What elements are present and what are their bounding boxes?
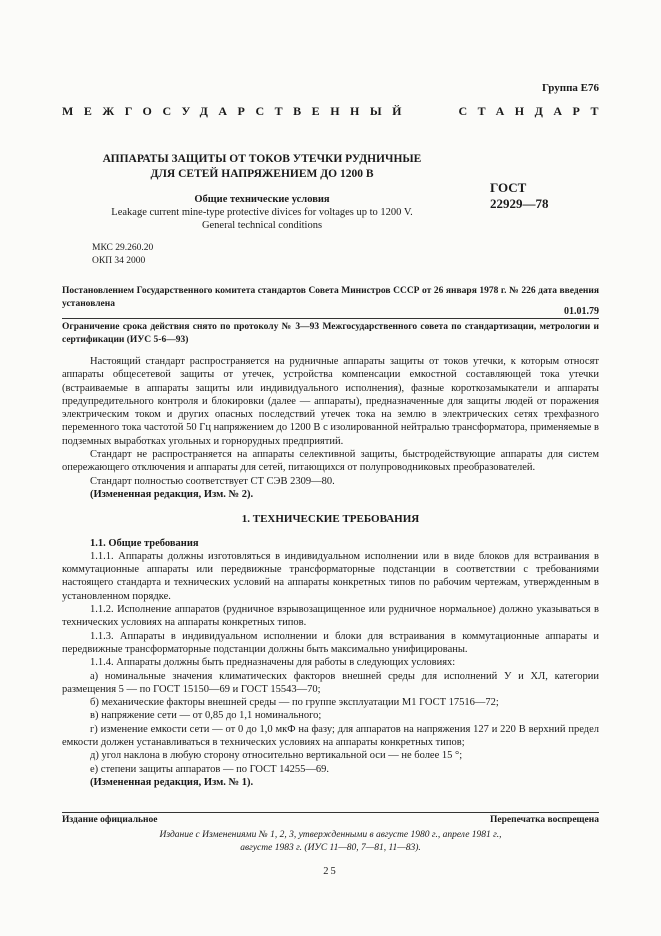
clause-item-d: д) угол наклона в любую сторону относительно вертикальной оси — не более 15 °; [90, 750, 463, 762]
subtitle-en-2: General technical conditions [201, 220, 323, 231]
limit-text: Ограничение срока действия снято по протоколу № 3—93 Межгосударственного совета по стандартизации, метрологии и сертификации (ИУС 5-6—93) [62, 322, 599, 345]
paragraph-conformity: Стандарт полностью соответствует СТ СЭВ 2309—80. [90, 475, 335, 487]
footer-divider [62, 812, 599, 813]
interstate-label: МЕЖГОСУДАРСТВЕННЫЙ [62, 104, 412, 118]
effective-date: 01.01.79 [564, 306, 599, 317]
standard-label: СТАНДАРТ [458, 104, 609, 118]
divider [62, 318, 599, 319]
title-line-1: АППАРАТЫ ЗАЩИТЫ ОТ ТОКОВ УТЕЧКИ РУДНИЧНЫЕ [102, 153, 422, 165]
subtitle-ru: Общие технические условия [194, 194, 330, 205]
clause-item-b: б) механические факторы внешней среды — по группе эксплуатации М1 ГОСТ 17516—72; [90, 697, 499, 709]
title-line-2: ДЛЯ СЕТЕЙ НАПРЯЖЕНИЕМ ДО 1200 В [150, 168, 374, 180]
document-body [62, 355, 599, 789]
group-code: Группа Е76 [541, 82, 599, 94]
document-title [62, 152, 462, 182]
clause-1-1-3: 1.1.3. Аппараты в индивидуальном исполнении и блоки для встраивания в коммутационные аппараты и передвижные трансформаторные подстанции должны быть максимально унифицированы. [62, 630, 599, 655]
amendments-note [62, 829, 599, 855]
gost-label: ГОСТ [490, 180, 527, 195]
okp-code: ОКП 34 2000 [92, 256, 146, 266]
clause-item-a: а) номинальные значения климатических факторов внешней среды для исполнений У и ХЛ, категории размещения 5 — по ГОСТ 15150—69 и ГОСТ 15543—70; [62, 670, 599, 695]
gost-number: 22929—78 [490, 196, 549, 211]
clause-item-e: е) степени защиты аппаратов — по ГОСТ 14255—69. [90, 763, 330, 775]
section-heading: 1. ТЕХНИЧЕСКИЕ ТРЕБОВАНИЯ [241, 513, 420, 526]
gost-designation [490, 180, 549, 212]
amendments-note-2: августе 1983 г. (ИУС 11—80, 7—81, 11—83). [240, 843, 421, 853]
clause-item-v: в) напряжение сети — от 0,85 до 1,1 номинального; [90, 710, 322, 722]
paragraph-scope: Настоящий стандарт распространяется на рудничные аппараты защиты от токов утечки, к которым относят аппараты общесетевой защиты от утечек, устройства компенсации емкостной составляющей тока утечки (встраиваемые в аппараты защиты или индивидуального исполнения), фазные короткозамыкатели и аппараты предупредительного контроля и блокировки (далее — аппараты), предназначенные для защиты людей от поражения электрическим током и других опасных последствий утечек тока на землю в электрических сетях трехфазного переменного тока частотой 50 Гц напряжением до 1200 В с изолированной нейтралью трансформатора, применяемые в подземных выработках угольных и горнорудных предприятий. [62, 356, 599, 447]
reprint-prohibited: Перепечатка воспрещена [489, 815, 599, 825]
paragraph-amendment-2: (Измененная редакция, Изм. № 2). [90, 488, 254, 500]
clause-item-g: г) изменение емкости сети — от 0 до 1,0 мкФ на фазу; для аппаратов на напряжения 127 и 220 В верхний предел емкости должен устанавливаться в технических условиях на аппараты конкретных типов; [62, 723, 599, 749]
paragraph-amendment-1: (Измененная редакция, Изм. № 1). [90, 776, 254, 788]
decree-text: Постановлением Государственного комитета стандартов Совета Министров СССР от 26 января 1978 г. № 226 дата введения установлена [62, 286, 599, 309]
subtitle-block [62, 193, 462, 232]
clause-1-1-1: 1.1.1. Аппараты должны изготовляться в индивидуальном исполнении или в виде блоков для встраивания в коммутационные аппараты или передвижные трансформаторные подстанции в соответствии с требованиями настоящего стандарта и технических условий на аппараты конкретных типов по рабочим чертежам, утвержденным в установленном порядке. [62, 550, 599, 602]
mks-code: МКС 29.260.20 [92, 243, 154, 253]
subtitle-en-1: Leakage current mine-type protective divices for voltages up to 1200 V. [111, 207, 413, 218]
classification-codes [92, 242, 153, 268]
clause-1-1-2: 1.1.2. Исполнение аппаратов (рудничное взрывозащищенное или рудничное нормальное) должно указываться в технических условиях на аппараты конкретных типов. [62, 604, 599, 629]
interstate-standard-header [62, 104, 609, 119]
amendments-note-1: Издание с Изменениями № 1, 2, 3, утвержденными в августе 1980 г., апреле 1981 г., [159, 830, 502, 840]
clause-1-1-4: 1.1.4. Аппараты должны быть предназначены для работы в следующих условиях: [90, 657, 456, 669]
page-number: 25 [323, 866, 338, 877]
official-edition: Издание официальное [62, 815, 158, 825]
paragraph-exclusions: Стандарт не распространяется на аппараты селективной защиты, быстродействующие аппараты для систем опережающего отключения и аппараты для сетей, питающихся от полупроводниковых преобразователей. [62, 449, 599, 474]
subsection-heading: 1.1. Общие требования [90, 537, 199, 549]
